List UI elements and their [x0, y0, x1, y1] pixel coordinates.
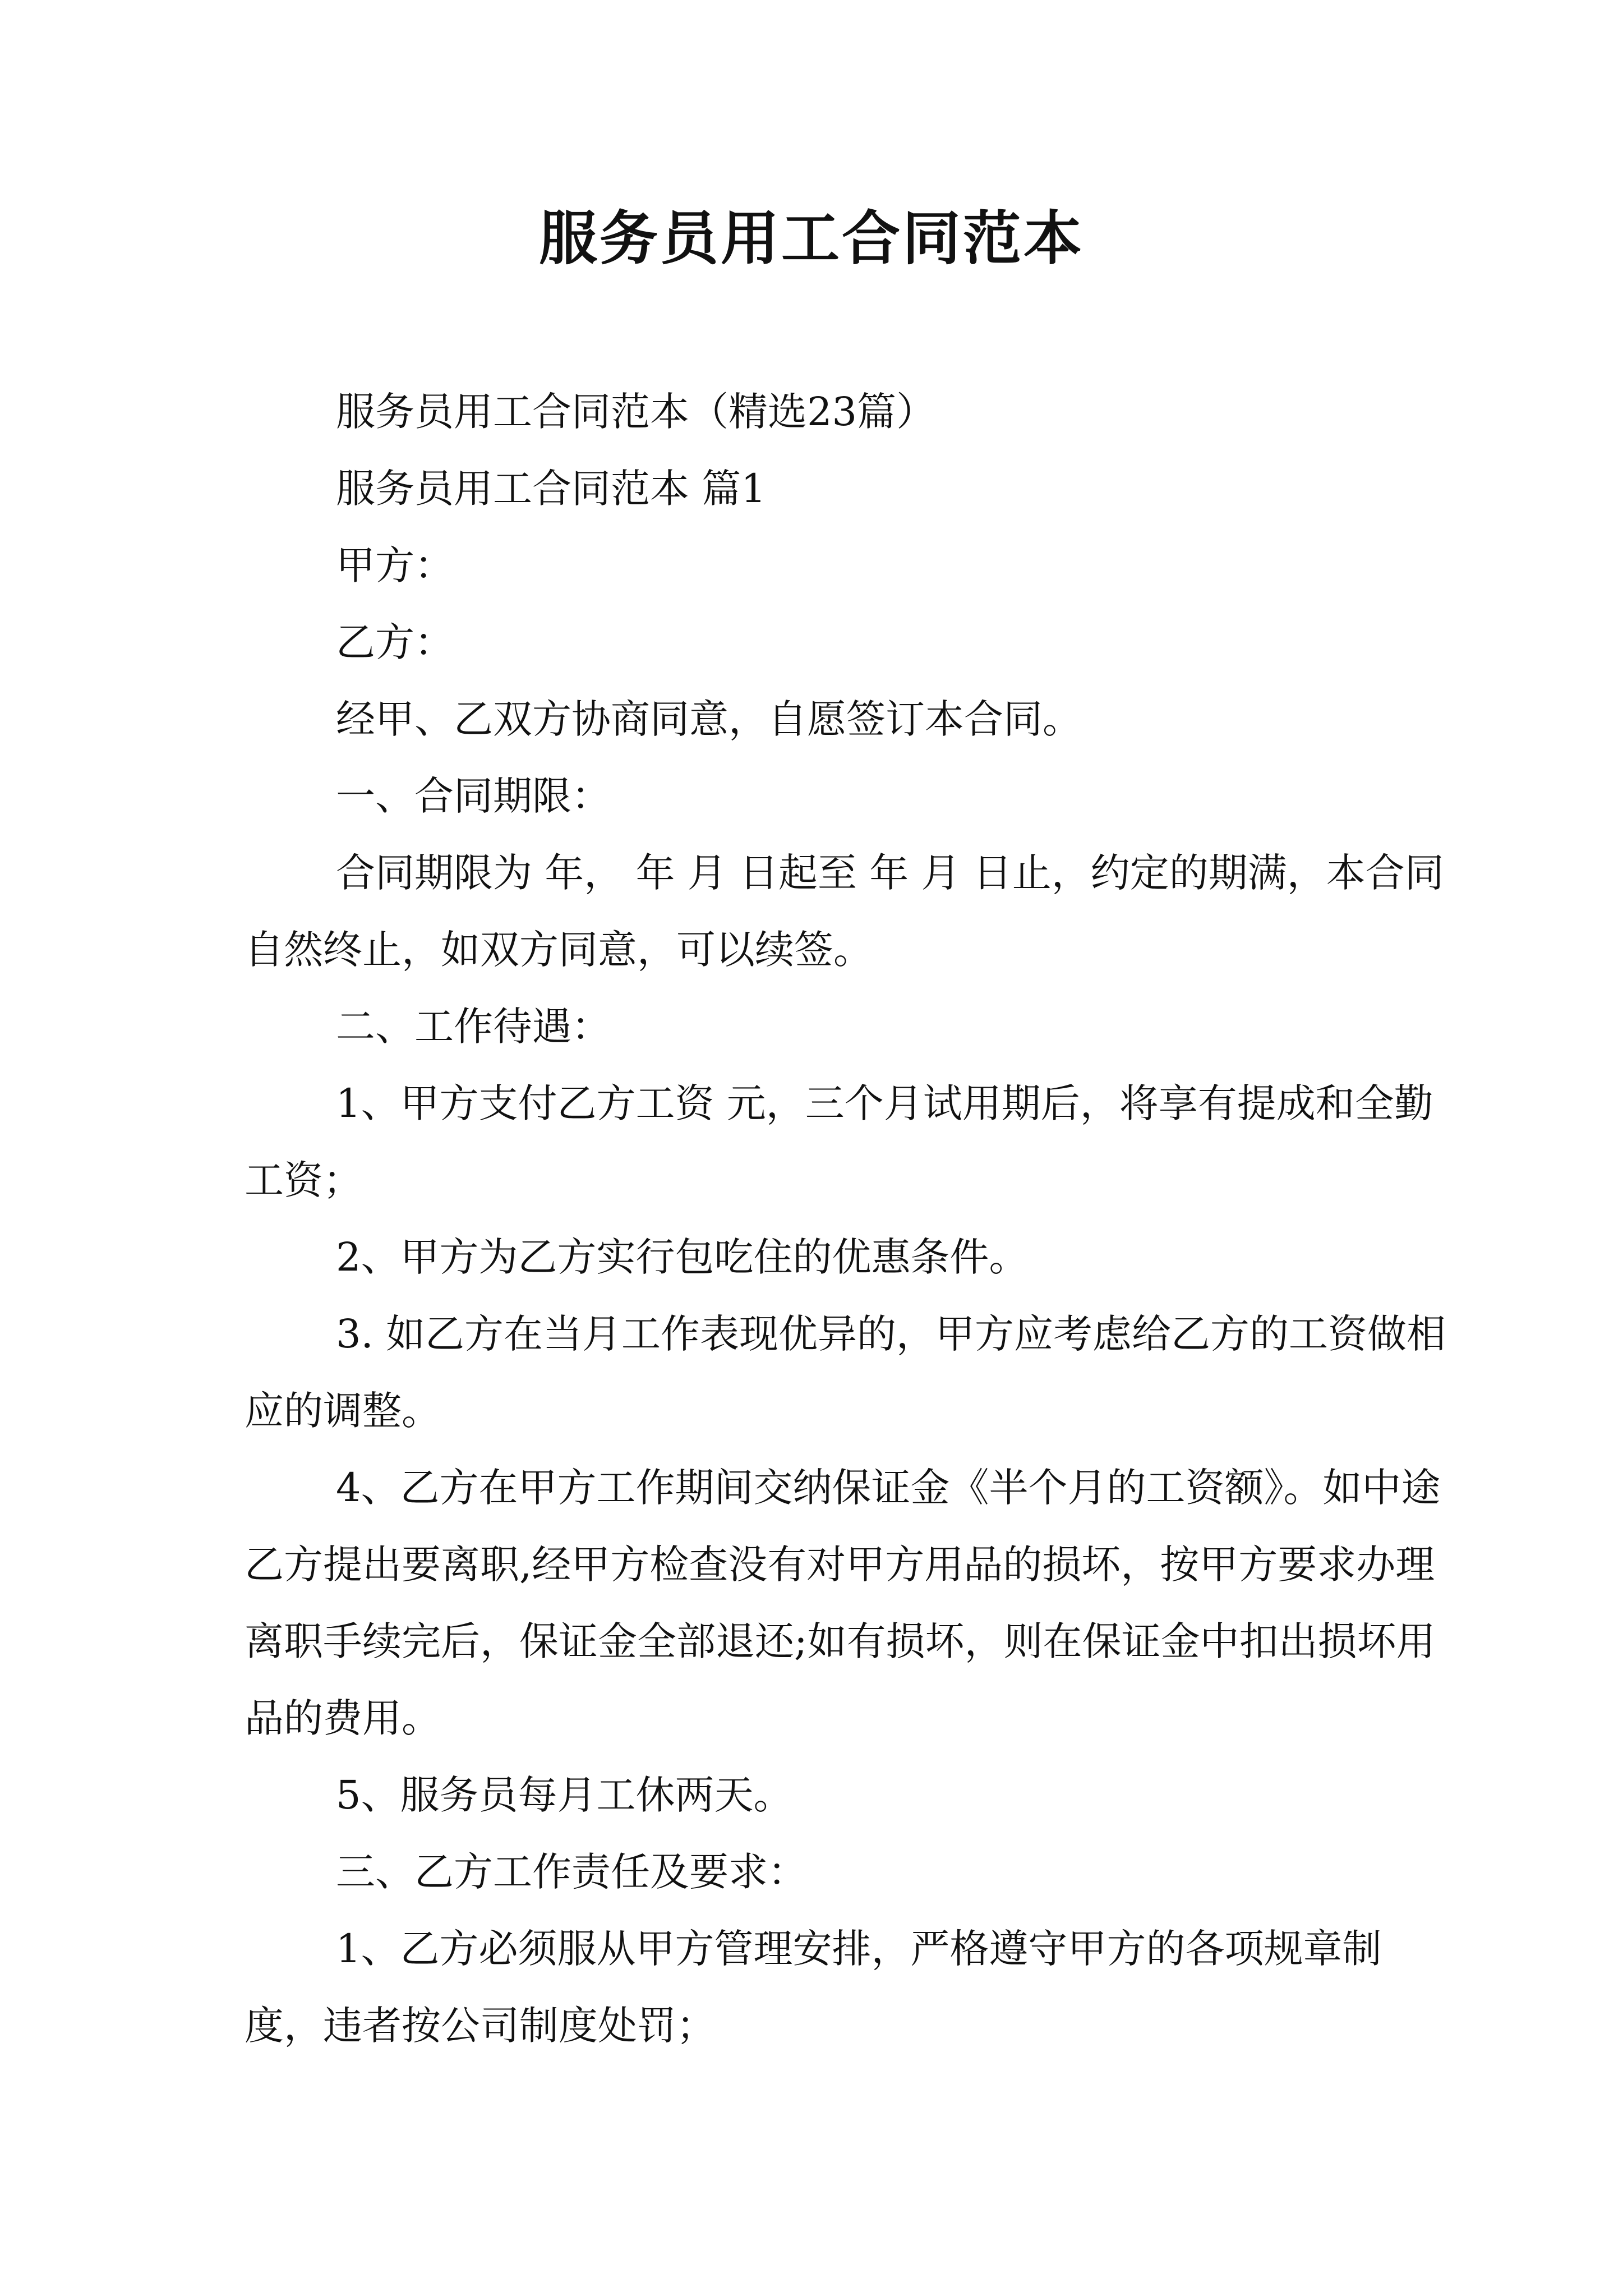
paragraph: 甲方：	[336, 542, 454, 588]
paragraph: 2、甲方为乙方实行包吃住的优惠条件。	[336, 1234, 1029, 1280]
paragraph: 5、服务员每月工休两天。	[336, 1772, 793, 1818]
paragraph: 4、乙方在甲方工作期间交纳保证金《半个月的工资额》。如中途乙方提出要离职,经甲方检查没有对甲方用品的损坏，按甲方要求办理离职手续完后，保证金全部退还;如有损坏，则在保证金中扣出损坏用品的费用。	[245, 1465, 1441, 1741]
paragraph: 合同期限为 年， 年 月 日起至 年 月 日止，约定的期满，本合同自然终止，如双方同意，可以续签。	[245, 850, 1444, 973]
paragraph: 服务员用工合同范本（精选23篇）	[336, 389, 936, 435]
paragraph: 1、乙方必须服从甲方管理安排，严格遵守甲方的各项规章制度，违者按公司制度处罚；	[245, 1926, 1382, 2049]
paragraph: 1、甲方支付乙方工资 元，三个月试用期后，将享有提成和全勤工资；	[245, 1080, 1433, 1203]
paragraph: 经甲、乙双方协商同意，自愿签订本合同。	[336, 696, 1082, 742]
paragraph: 二、工作待遇：	[336, 1004, 611, 1050]
paragraph: 一、合同期限：	[336, 773, 611, 819]
document-body	[245, 374, 1450, 2064]
paragraph: 服务员用工合同范本 篇1	[336, 466, 766, 512]
paragraph: 3. 如乙方在当月工作表现优异的，甲方应考虑给乙方的工资做相应的调整。	[245, 1311, 1446, 1434]
document-title: 服务员用工合同范本	[538, 204, 1084, 273]
paragraph: 乙方：	[336, 619, 454, 665]
paragraph: 三、乙方工作责任及要求：	[336, 1849, 807, 1895]
